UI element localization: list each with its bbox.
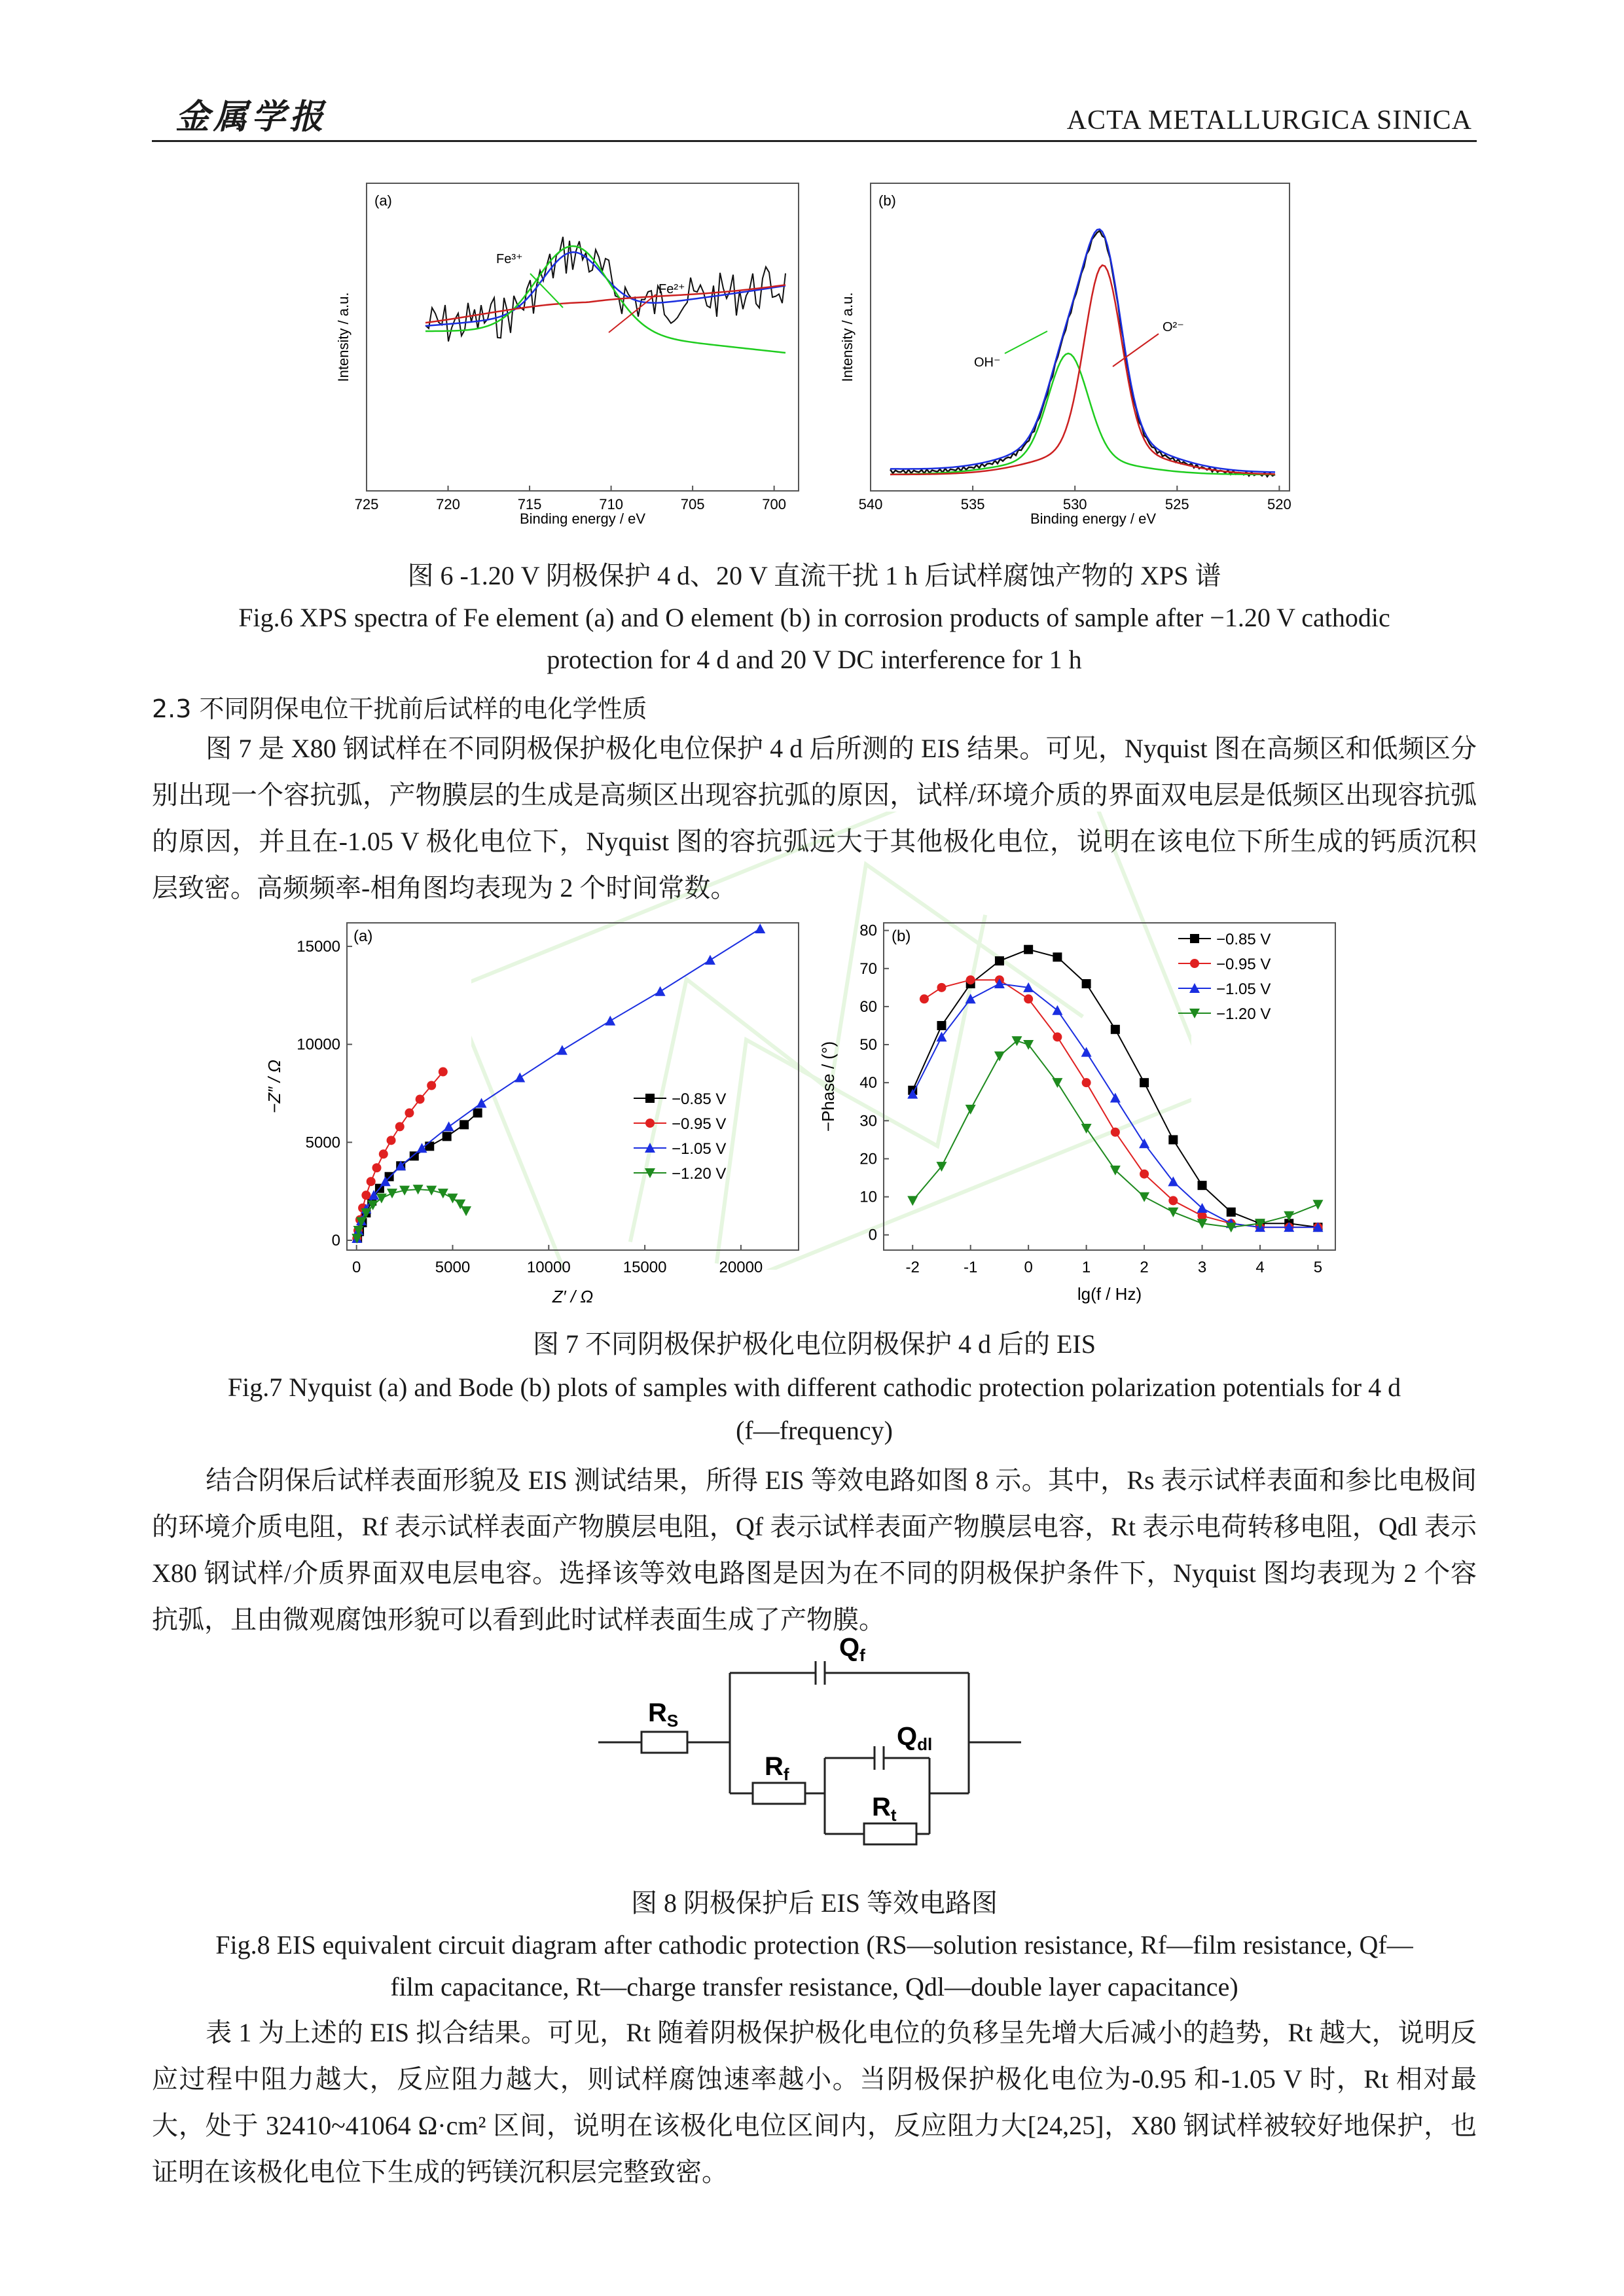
oh-pointer xyxy=(1005,331,1047,353)
qdl-label: $Q_{dl}$ xyxy=(897,1722,933,1754)
data-point xyxy=(1081,1047,1092,1057)
data-point xyxy=(755,924,765,933)
data-point xyxy=(605,1016,615,1026)
data-point xyxy=(1052,1005,1062,1015)
fig8-caption-en-line2: film capacitance, Rt—charge transfer resistance, Qdl—double layer capacitance) xyxy=(390,1972,1238,2001)
x-tick-label: 5 xyxy=(1313,1259,1323,1276)
fig8-caption-cn: 图 8 阴极保护后 EIS 等效电路图 xyxy=(631,1888,998,1918)
data-point xyxy=(1198,1181,1207,1190)
legend-label: −0.85 V xyxy=(672,1090,727,1108)
data-point xyxy=(655,986,666,996)
data-point xyxy=(1024,945,1033,954)
plot-frame xyxy=(871,183,1290,491)
data-point xyxy=(442,1132,452,1141)
data-point xyxy=(965,1105,976,1115)
data-point xyxy=(395,1122,405,1131)
y-tick-label: 10 xyxy=(859,1188,877,1206)
data-point xyxy=(514,1073,525,1083)
data-point xyxy=(367,1177,376,1186)
data-point xyxy=(937,1021,946,1030)
data-point xyxy=(1139,1138,1149,1148)
x-tick-label: 540 xyxy=(858,496,883,512)
panel-label: (b) xyxy=(878,192,896,209)
header-rule xyxy=(152,140,1477,142)
data-point xyxy=(447,1194,458,1204)
rf-label: $R_f$ xyxy=(765,1752,789,1784)
x-ticks xyxy=(355,486,786,512)
data-point xyxy=(1140,1170,1149,1179)
data-point xyxy=(1139,1193,1149,1202)
data-point xyxy=(965,994,976,1003)
fe-raw-spectrum xyxy=(425,237,785,342)
y-tick-label: 0 xyxy=(868,1226,877,1244)
y-tick-label: 40 xyxy=(859,1074,877,1092)
x-tick-label: 0 xyxy=(1024,1259,1033,1276)
x-tick-label: 715 xyxy=(517,496,542,512)
y-tick-label: 80 xyxy=(859,922,877,940)
legend-marker xyxy=(645,1119,655,1128)
data-point xyxy=(1312,1200,1323,1210)
oh-peak-fit xyxy=(890,353,1275,475)
x-axis-label: Z′ / Ω xyxy=(552,1287,594,1306)
data-point xyxy=(379,1149,388,1158)
paragraph-3-text: 表 1 为上述的 EIS 拟合结果。可见，Rt 随着阴极保护极化电位的负移呈先增大后减小的趋势，Rt 越大，说明反应过程中阻力越大，反应阻力越大，则试样腐蚀速率越小。当阴极保护极化电位为-0.95 和-1.05 V 时，Rt 相对最大，处于 32410~41064 Ω·cm² 区间，说明在该极化电位区间内，反应阻力大[24,25]，X80 钢试样被较好地保护，也证明在该极化电位下生成的钙镁沉积层完整致密。 xyxy=(152,2018,1477,2187)
legend-label: −1.05 V xyxy=(672,1140,727,1158)
x-tick-label: 10000 xyxy=(526,1259,571,1276)
o2-annotation: O²⁻ xyxy=(1163,320,1184,334)
fig6-caption-cn: 图 6 -1.20 V 阴极保护 4 d、20 V 直流干扰 1 h 后试样腐蚀产物的 XPS 谱 xyxy=(407,561,1221,590)
data-point xyxy=(705,955,715,965)
legend-label: −0.95 V xyxy=(672,1115,727,1133)
data-point xyxy=(1081,1124,1092,1134)
rs-label: $R_S$ xyxy=(648,1698,679,1731)
x-tick-label: 700 xyxy=(762,496,787,512)
x-tick-label: 535 xyxy=(960,496,985,512)
x-ticks xyxy=(859,486,1291,512)
data-point xyxy=(1082,979,1091,988)
fig6-panel-a xyxy=(314,177,812,530)
x-tick-label: 705 xyxy=(680,496,705,512)
fe2-annotation: Fe²⁺ xyxy=(659,282,685,296)
fig7-bode-chart xyxy=(812,910,1362,1316)
data-point xyxy=(1053,1032,1062,1041)
rt-label: $R_t$ xyxy=(872,1793,897,1825)
y-tick-label: 30 xyxy=(859,1112,877,1130)
data-point xyxy=(1227,1208,1236,1217)
y-tick-label: 15000 xyxy=(297,937,340,956)
data-point xyxy=(405,1108,414,1117)
plot-frame xyxy=(367,183,799,491)
data-point xyxy=(1053,952,1062,961)
data-point xyxy=(444,1121,454,1131)
panel-label: (a) xyxy=(353,927,373,945)
data-point xyxy=(1168,1208,1178,1217)
data-point xyxy=(920,994,929,1003)
fe2-pointer xyxy=(609,295,656,332)
x-tick-label: 2 xyxy=(1140,1259,1149,1276)
x-tick-label: 3 xyxy=(1197,1259,1207,1276)
paragraph-2 xyxy=(152,1457,1477,1643)
qf-label: $Q_f$ xyxy=(839,1633,865,1665)
legend-label: −1.20 V xyxy=(672,1165,727,1183)
fig7-nyquist-chart xyxy=(262,910,812,1316)
fig6-caption-en-line1: Fig.6 XPS spectra of Fe element (a) and O element (b) in corrosion products of sample after −1.20 V cathodic xyxy=(238,603,1390,632)
x-tick-label: 710 xyxy=(599,496,623,512)
fig7-caption-en-line1: Fig.7 Nyquist (a) and Bode (b) plots of samples with different cathodic protection polarization potentials for 4 d xyxy=(227,1372,1401,1402)
data-point xyxy=(387,1189,397,1198)
data-point xyxy=(966,975,975,984)
plot-frame xyxy=(347,923,799,1250)
x-tick-label: 20000 xyxy=(719,1259,763,1276)
data-point xyxy=(1024,994,1033,1003)
x-tick-label: 4 xyxy=(1255,1259,1265,1276)
data-point xyxy=(557,1045,568,1055)
data-point xyxy=(937,983,946,992)
data-point xyxy=(416,1094,425,1103)
y-axis-label: −Phase / (°) xyxy=(818,1041,838,1132)
section-heading: 2.3 不同阴保电位干扰前后试样的电化学性质 xyxy=(152,694,647,723)
x-tick-label: 525 xyxy=(1164,496,1189,512)
legend-label: −0.95 V xyxy=(1216,956,1271,973)
x-axis-label: lg(f / Hz) xyxy=(1077,1284,1142,1304)
panel-label: (a) xyxy=(374,192,392,209)
y-tick-label: 0 xyxy=(331,1232,340,1250)
data-point xyxy=(372,1163,382,1172)
legend-marker xyxy=(645,1094,655,1103)
data-point xyxy=(1111,1025,1120,1034)
y-axis-label: −Z″ / Ω xyxy=(264,1060,284,1113)
data-point xyxy=(427,1081,436,1090)
legend-label: −1.05 V xyxy=(1216,980,1271,998)
x-tick-label: 15000 xyxy=(623,1259,667,1276)
data-point xyxy=(994,1051,1005,1061)
x-tick-label: 1 xyxy=(1081,1259,1091,1276)
fig7-caption-en-line2: (f—frequency) xyxy=(736,1416,893,1445)
data-point xyxy=(1140,1078,1149,1087)
data-point xyxy=(1168,1196,1178,1205)
paragraph-3 xyxy=(152,2009,1477,2195)
y-tick-label: 70 xyxy=(859,960,877,978)
x-tick-label: 5000 xyxy=(435,1259,471,1276)
series-line-0 xyxy=(357,1113,478,1238)
data-point xyxy=(1082,1078,1091,1087)
data-point xyxy=(1110,1092,1121,1102)
paragraph-1 xyxy=(152,725,1477,911)
data-point xyxy=(473,1108,482,1117)
y-axis-label: Intensity / a.u. xyxy=(335,292,352,382)
data-point xyxy=(438,1189,448,1198)
fe3-annotation: Fe³⁺ xyxy=(496,252,523,266)
panel-label: (b) xyxy=(892,927,911,945)
legend-marker xyxy=(1190,959,1199,968)
fig7-caption-cn: 图 7 不同阴极保护极化电位阴极保护 4 d 后的 EIS xyxy=(533,1329,1096,1359)
legend-marker xyxy=(1190,934,1199,943)
x-tick-label: 720 xyxy=(436,496,460,512)
fig8-caption-en-line1: Fig.8 EIS equivalent circuit diagram after cathodic protection (RS—solution resistance, Rf—film resistance, Qf— xyxy=(215,1930,1413,1960)
x-tick-label: 520 xyxy=(1267,496,1291,512)
oh-annotation: OH⁻ xyxy=(974,355,1001,370)
data-point xyxy=(1052,1078,1062,1088)
fig8-equivalent-circuit xyxy=(589,1630,1047,1878)
x-axis-label: Binding energy / eV xyxy=(1030,511,1157,527)
paragraph-2-text: 结合阴保后试样表面形貌及 EIS 测试结果，所得 EIS 等效电路如图 8 示。其中，Rs 表示试样表面和参比电极间的环境介质电阻，Rf 表示试样表面产物膜层电阻，Qf 表示试样表面产物膜层电容，Rt 表示电荷转移电阻，Qdl 表示 X80 钢试样/介质界面双电层电容。选择该等效电路图是因为在不同的阴极保护条件下，Nyquist 图均表现为 2 个容抗弧，且由微观腐蚀形貌可以看到此时试样表面生成了产物膜。 xyxy=(152,1465,1477,1634)
o2-pointer xyxy=(1113,334,1159,367)
data-point xyxy=(995,956,1004,965)
x-tick-label: -1 xyxy=(964,1259,978,1276)
x-tick-label: 530 xyxy=(1062,496,1087,512)
data-point xyxy=(461,1206,471,1216)
data-point xyxy=(907,1196,918,1206)
y-tick-label: 10000 xyxy=(297,1035,340,1054)
y-tick-label: 60 xyxy=(859,997,877,1016)
x-tick-label: 0 xyxy=(352,1259,361,1276)
data-point xyxy=(1111,1128,1120,1137)
y-tick-label: 20 xyxy=(859,1150,877,1168)
legend-label: −0.85 V xyxy=(1216,931,1271,948)
fig6-panel-b xyxy=(818,177,1303,530)
fig6-caption-en-line2: protection for 4 d and 20 V DC interference for 1 h xyxy=(547,645,1082,674)
legend-label: −1.20 V xyxy=(1216,1005,1271,1023)
data-point xyxy=(410,1151,419,1160)
data-point xyxy=(1168,1135,1178,1144)
y-tick-label: 5000 xyxy=(305,1134,340,1152)
data-point xyxy=(477,1098,487,1107)
o2-peak-fit xyxy=(890,265,1275,475)
y-tick-label: 50 xyxy=(859,1036,877,1054)
journal-name-cn: 金属学报 xyxy=(175,99,328,136)
data-point xyxy=(425,1141,434,1151)
data-point xyxy=(387,1136,396,1145)
x-tick-label: 725 xyxy=(354,496,379,512)
journal-name-en: ACTA METALLURGICA SINICA xyxy=(1066,105,1472,135)
x-tick-label: -2 xyxy=(905,1259,920,1276)
data-point xyxy=(439,1067,448,1077)
y-axis-label: Intensity / a.u. xyxy=(839,292,856,382)
paragraph-1-text: 图 7 是 X80 钢试样在不同阴极保护极化电位保护 4 d 后所测的 EIS 结果。可见，Nyquist 图在高频区和低频区分别出现一个容抗弧，产物膜层的生成是高频区出现容抗弧的原因，试样/环境介质的界面双电层是低频区出现容抗弧的原因，并且在-1.05 V 极化电位下，Nyquist 图的容抗弧远大于其他极化电位，说明在该电位下所生成的钙质沉积层致密。高频频率-相角图均表现为 2 个时间常数。 xyxy=(152,734,1477,903)
data-point xyxy=(460,1120,469,1129)
x-axis-label: Binding energy / eV xyxy=(519,511,646,527)
